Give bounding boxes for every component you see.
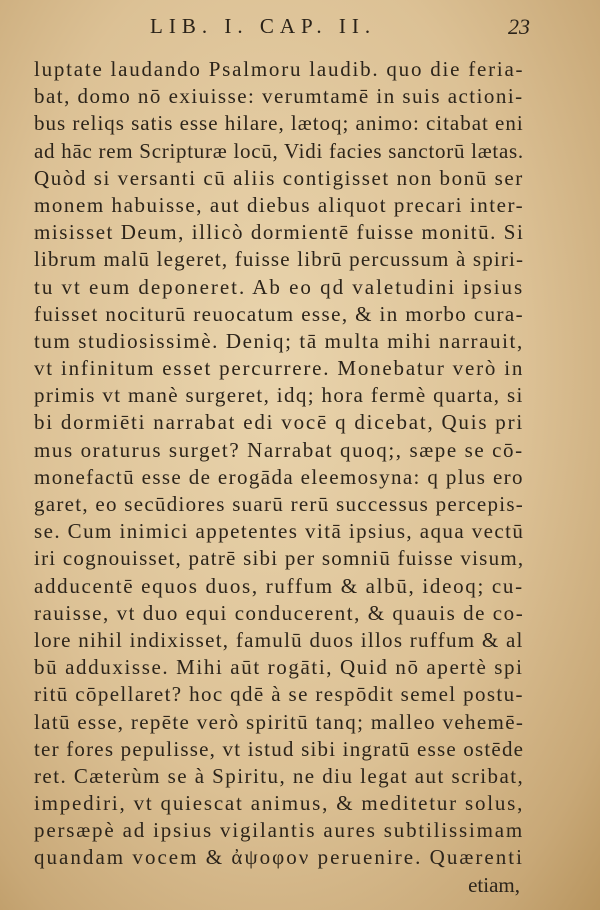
text-line: vt infinitum esset percurrere. Monebatur verò in — [34, 356, 525, 381]
text-line: quandam vocem & ἀψοφον peruenire. Quærenti — [34, 845, 524, 870]
text-line: tum studiosissimè. Deniq; tā multa mihi narrauit, — [34, 328, 524, 353]
text-line: ad hāc rem Scripturæ locū, Vidi facies sanctorū lætas. — [34, 138, 524, 163]
text-line: lore nihil indixisset, famulū duos illos ruffum & al — [34, 627, 524, 652]
text-line: primis vt manè surgeret, idq; hora fermè quarta, si — [34, 383, 524, 408]
body-text — [34, 56, 524, 899]
text-line: Quòd si versanti cū aliis contigisset non bonū ser — [34, 165, 524, 190]
text-line: ret. Cæterùm se à Spiritu, ne diu legat aut scribat, — [34, 763, 525, 788]
text-line: luptate laudando Psalmoru laudib. quo die feria- — [34, 57, 525, 81]
text-line: mus oraturus surget? Narrabat quoq;, sæpe se cō- — [34, 437, 524, 462]
page-header — [0, 14, 600, 54]
text-line: bat, domo nō exiuisse: verumtamē in suis actioni- — [34, 84, 524, 109]
text-line: iri cognouisset, patrē sibi per somniū fuisse visum, — [34, 546, 525, 571]
text-line: tu vt eum deponeret. Ab eo qd valetudini ipsius — [34, 274, 525, 299]
text-line: bū adduxisse. Mihi aūt rogāti, Quid nō apertè spi — [34, 655, 524, 680]
text-line: fuisset nociturū reuocatum esse, & in morbo cura- — [34, 301, 525, 326]
text-line: monefactū esse de erogāda eleemosyna: q plus ero — [34, 464, 524, 489]
text-line: garet, eo secūdiores suarū rerū successus percepis- — [34, 492, 525, 516]
text-line: adducentē equos duos, ruffum & albū, ideoq; cu- — [34, 573, 524, 598]
running-head: LIB. I. CAP. II. — [150, 14, 377, 38]
text-line: bus reliqs satis esse hilare, lætoq; animo: citabat eni — [34, 111, 524, 136]
text-line: se. Cum inimici appetentes vitā ipsius, aqua vectū — [34, 519, 525, 544]
text-line: misisset Deum, illicò dormientē fuisse monitū. Si — [34, 220, 525, 245]
text-line: impediri, vt quiescat animus, & meditetur solus, — [34, 791, 525, 816]
page-number: 23 — [508, 14, 530, 39]
text-line: bi dormiēti narrabat edi vocē q dicebat, Quis pri — [34, 410, 524, 435]
catchword: etiam, — [468, 872, 520, 897]
text-line: persæpè ad ipsius vigilantis aures subtilissimam — [34, 818, 525, 843]
text-line: ter fores pepulisse, vt istud sibi ingratū esse ostēde — [34, 736, 525, 761]
text-line: ritū cōpellaret? hoc qdē à se respōdit semel postu- — [34, 682, 524, 707]
text-line: monem habuisse, aut diebus aliquot precari inter- — [34, 192, 525, 217]
text-line: librum malū legeret, fuisse librū percussum à spiri- — [34, 247, 525, 272]
text-line: rauisse, vt duo equi conducerent, & quauis de co- — [34, 600, 525, 625]
text-line: latū esse, repēte verò spiritū tanq; malleo vehemē- — [34, 709, 525, 734]
